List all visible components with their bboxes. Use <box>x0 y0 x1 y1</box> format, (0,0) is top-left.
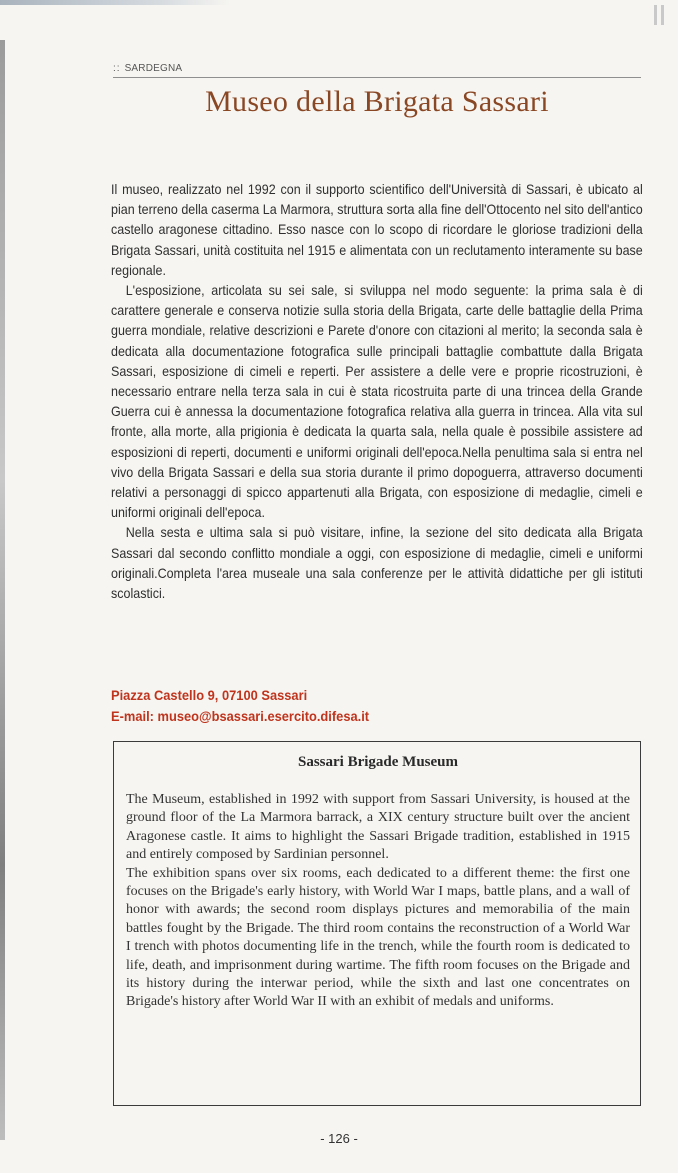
contact-info <box>111 685 600 727</box>
scan-edge-top <box>0 0 230 5</box>
italian-paragraph-3: Nella sesta e ultima sala si può visitare, infine, la sezione del sito dedicata alla Brigata Sassari dal secondo conflitto mondiale a oggi, con esposizione di medaglie, cimeli e uniformi originali.Completa l'area museale una sala conferenze per le attività didattiche per gli istituti scolastici. <box>111 525 643 602</box>
address: Piazza Castello 9, 07100 Sassari <box>111 687 308 703</box>
english-paragraph-1: The Museum, established in 1992 with support from Sassari University, is housed at the ground floor of the La Marmora barrack, a XIX century structure built over the ancient Aragonese castle. It aims to highlight the Sassari Brigade tradition, established in 1915 and entirely composed by Sardinian personnel. <box>126 792 630 863</box>
italian-text <box>111 180 643 604</box>
section-header <box>113 63 641 78</box>
english-summary-box <box>113 741 641 1106</box>
section-marks: :: <box>113 63 121 74</box>
italian-paragraph-1: Il museo, realizzato nel 1992 con il supporto scientifico dell'Università di Sassari, è ubicato al pian terreno della caserma La Marmora, struttura sorta alla fine dell'Ottocento nel sito dell'antico castello aragonese cittadino. Esso nasce con lo scopo di ricordare le gloriose tradizioni della Brigata Sassari, unità costituita nel 1915 e alimentata con un reclutamento interamente su base regionale. <box>111 182 643 278</box>
corner-mark <box>654 5 664 25</box>
page-number: - 126 - <box>320 1131 358 1146</box>
italian-paragraph-2: L'esposizione, articolata su sei sale, si sviluppa nel modo seguente: la prima sala è di carattere generale e conserva notizie sulla storia della Brigata, carte delle battaglie della Prima guerra mondiale, relative descrizioni e Parete d'onore con citazioni al merito; la seconda sala è dedicata alla documentazione fotografica sulle principali battaglie combattute dalla Brigata Sassari, esposizione di cimeli e reperti. Per assistere a delle vere e proprie ricostruzioni, è necessario entrare nella terza sala in cui è stata ricostruita parte di una trincea della Grande Guerra cui è annessa la documentazione fotografica relativa alla guerra in trincea. Alla vita sul fronte, alla morte, alla prigionia è dedicata la quarta sala, nella quale è possibile assistere ad esposizioni di reperti, documenti e uniformi originali dell'epoca.Nella penultima sala si entra nel vivo della Brigata Sassari e della sua storia durante il primo dopoguerra, attraverso documenti relativi a personaggi di spicco appartenuti alla Brigata, con esposizione di medaglie, cimeli e uniformi originali dell'epoca. <box>111 283 643 521</box>
scan-edge-left <box>0 40 5 1140</box>
english-paragraph-2: The exhibition spans over six rooms, each dedicated to a different theme: the first one focuses on the Brigade's early history, with World War I maps, battle plans, and a wall of honor with awards; the second room displays pictures and memorabilia of the main battles fought by the Brigade. The third room contains the reconstruction of a World War I trench with photos documenting life in the trench, while the fourth room is dedicated to life, death, and imprisonment during wartime. The fifth room focuses on the Brigade and its history during the interwar period, while the sixth and last one concentrates on Brigade's history after World War II with an exhibit of medals and uniforms. <box>126 865 630 1010</box>
email: E-mail: museo@bsassari.esercito.difesa.it <box>111 708 370 724</box>
section-label: SARDEGNA <box>124 63 183 74</box>
page-title: Museo della Brigata Sassari <box>205 85 549 118</box>
english-heading: Sassari Brigade Museum <box>297 754 458 770</box>
